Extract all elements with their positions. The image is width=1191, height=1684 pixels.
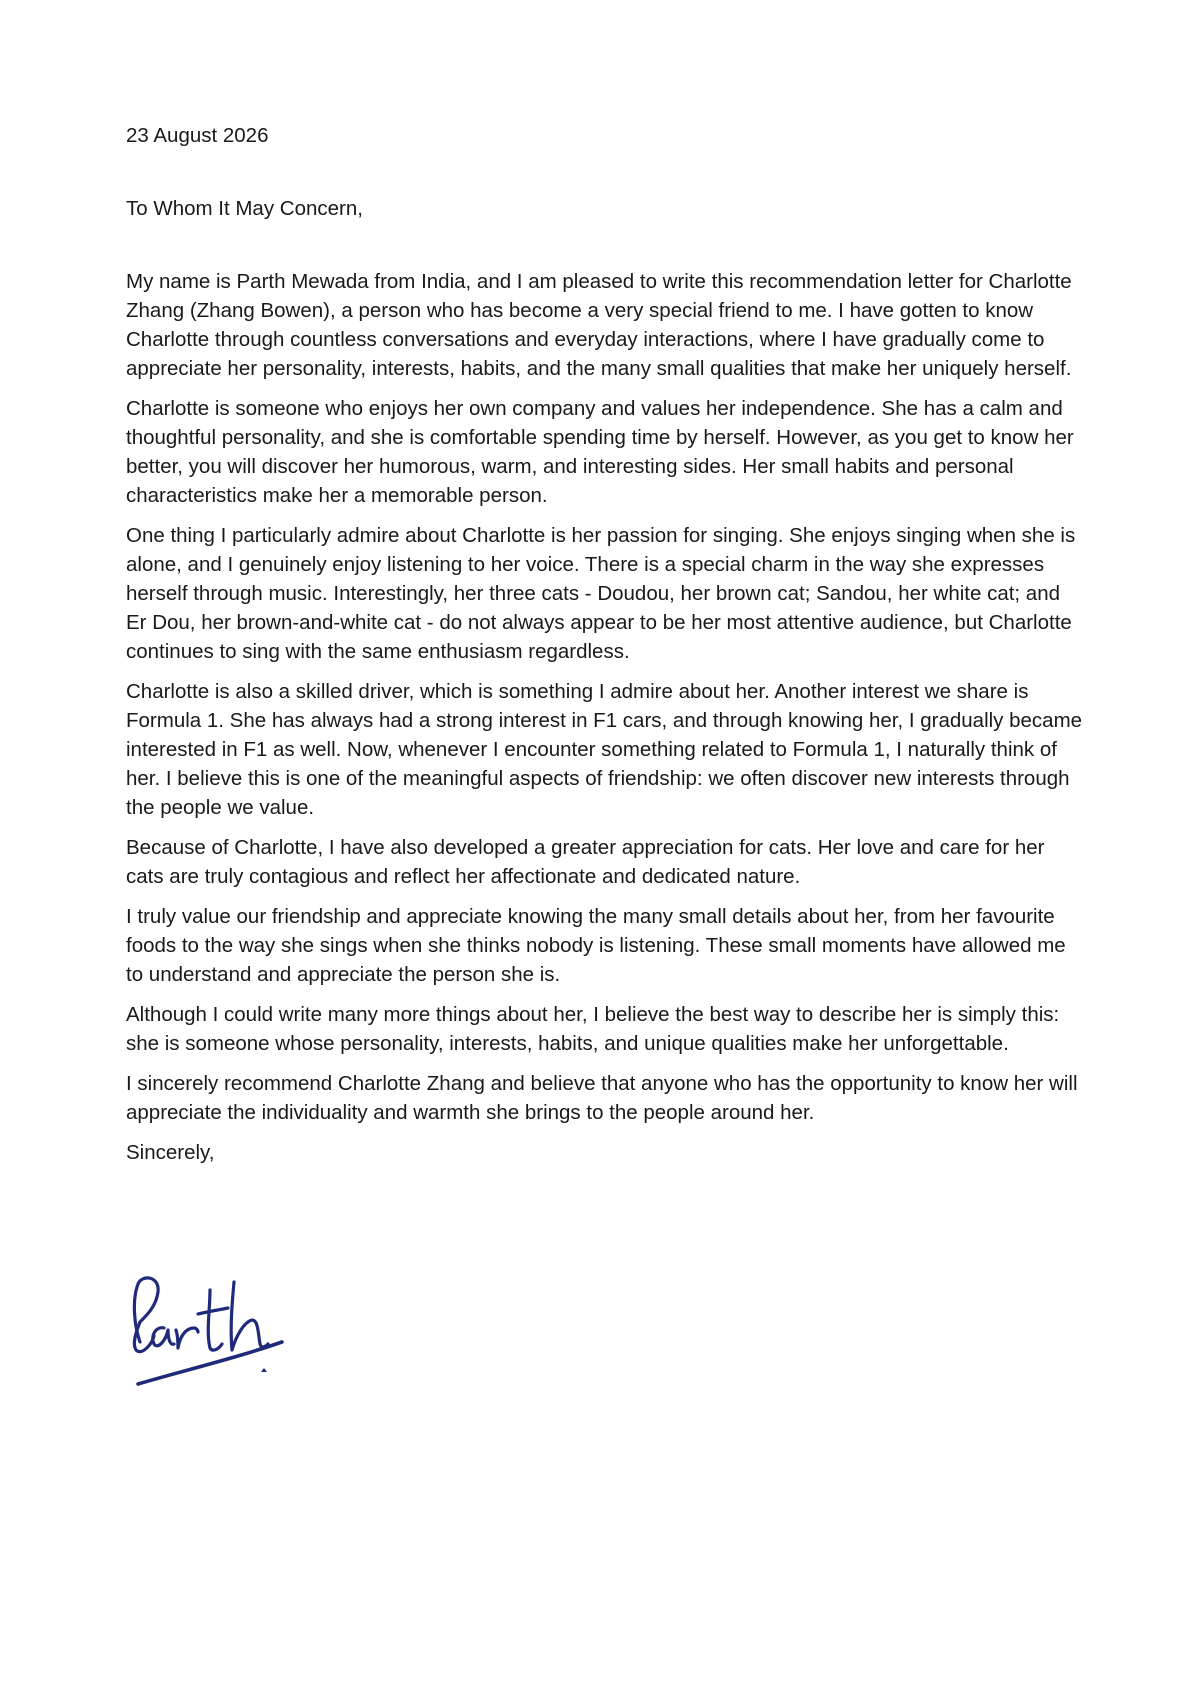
paragraph-introduction: My name is Parth Mewada from India, and I am pleased to write this recommendation letter for Charlotte Zhang (Zhang Bowen), a person who has become a very special friend to me. I have gotten to know Charlotte through countless conversations and everyday interactions, where I have gradually come to appreciate her personality, interests, habits, and the many small qualities that make her uniquely herself.: [126, 270, 1072, 380]
letter-salutation: To Whom It May Concern,: [126, 197, 363, 220]
paragraph-friendship: I truly value our friendship and appreciate knowing the many small details about her, from her favourite foods to the way she sings when she thinks nobody is listening. These small moments have allowed me to understand and appreciate the person she is.: [126, 905, 1066, 986]
signature-drawing: [126, 1270, 316, 1420]
paragraph-formula-1: Charlotte is also a skilled driver, which is something I admire about her. Another interest we share is Formula 1. She has always had a strong interest in F1 cars, and through knowing her, I gradually became interested in F1 as well. Now, whenever I encounter something related to Formula 1, I naturally think of her. I believe this is one of the meaningful aspects of friendship: we often discover new interests through the people we value.: [126, 680, 1083, 819]
paragraph-cats: Because of Charlotte, I have also developed a greater appreciation for cats. Her love and care for her cats are truly contagious and reflect her affectionate and dedicated nature.: [126, 836, 1045, 888]
paragraph-unforgettable: Although I could write many more things about her, I believe the best way to describe her is simply this: she is someone whose personality, interests, habits, and unique qualities make her unforgettable.: [126, 1003, 1060, 1055]
handwritten-signature: [126, 1270, 316, 1420]
paragraph-personality: Charlotte is someone who enjoys her own company and values her independence. She has a calm and thoughtful personality, and she is comfortable spending time by herself. However, as you get to know her better, you will discover her humorous, warm, and interesting sides. Her small habits and personal characteristics make her a memorable person.: [126, 397, 1074, 507]
letter-date: 23 August 2026: [126, 124, 269, 147]
paragraph-recommendation: I sincerely recommend Charlotte Zhang and believe that anyone who has the opportunity to know her will appreciate the individuality and warmth she brings to the people around her.: [126, 1072, 1078, 1124]
letter-body: [126, 121, 1086, 1167]
letter-closing: Sincerely,: [126, 1141, 215, 1164]
paragraph-singing: One thing I particularly admire about Charlotte is her passion for singing. She enjoys singing when she is alone, and I genuinely enjoy listening to her voice. There is a special charm in the way she expresses herself through music. Interestingly, her three cats - Doudou, her brown cat; Sandou, her white cat; and Er Dou, her brown-and-white cat - do not always appear to be her most attentive audience, but Charlotte continues to sing with the same enthusiasm regardless.: [126, 524, 1076, 663]
